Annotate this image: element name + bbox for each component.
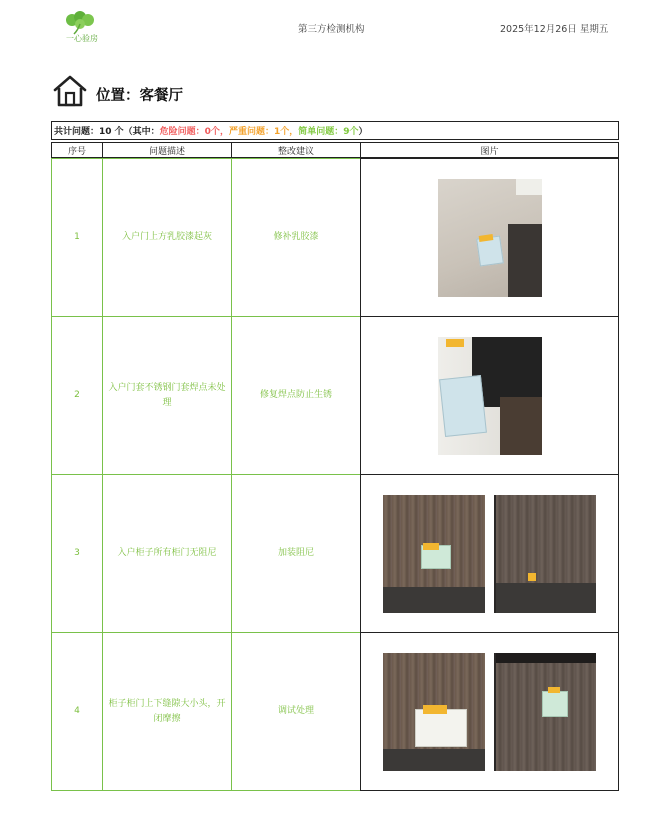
header-photo: 图片	[360, 142, 619, 158]
row-number: 4	[51, 632, 103, 791]
row-advice: 修补乳胶漆	[231, 158, 361, 317]
row-advice: 调试处理	[231, 632, 361, 791]
summary-simple: 简单问题：9个	[298, 127, 359, 137]
row-issue: 入户门套不锈钢门套焊点未处理	[102, 316, 232, 475]
row-photos	[360, 158, 619, 317]
row-number: 3	[51, 474, 103, 633]
issue-photo[interactable]	[438, 179, 542, 297]
summary-suffix: ）	[358, 127, 368, 137]
row-number: 1	[51, 158, 103, 317]
summary-prefix: 共计问题：10 个（其中：	[54, 127, 160, 137]
report-date: 2025年12月26日 星期五	[500, 24, 609, 35]
table-row	[51, 474, 619, 632]
summary-danger: 危险问题：0个	[159, 127, 220, 137]
table-header-row	[51, 142, 619, 158]
row-issue: 入户柜子所有柜门无阻尼	[102, 474, 232, 633]
header-number: 序号	[51, 142, 103, 158]
row-advice: 修复焊点防止生锈	[231, 316, 361, 475]
row-issue: 入户门上方乳胶漆起灰	[102, 158, 232, 317]
house-icon	[52, 73, 88, 109]
issue-photo[interactable]	[383, 653, 485, 771]
issue-photo[interactable]	[383, 495, 485, 613]
issue-photo[interactable]	[494, 495, 596, 613]
organization-name: 第三方检测机构	[298, 24, 365, 35]
location-title: 位置：客餐厅	[96, 87, 183, 104]
summary-separator: ，	[219, 127, 229, 137]
summary-separator: ，	[289, 127, 299, 137]
row-photos	[360, 632, 619, 791]
row-photos	[360, 316, 619, 475]
issue-photo[interactable]	[494, 653, 596, 771]
location-heading	[52, 72, 183, 110]
table-row	[51, 158, 619, 316]
header-advice: 整改建议	[231, 142, 361, 158]
issue-table	[51, 142, 619, 790]
table-row	[51, 632, 619, 790]
row-number: 2	[51, 316, 103, 475]
table-row	[51, 316, 619, 474]
row-issue: 柜子柜门上下缝隙大小头，开闭摩擦	[102, 632, 232, 791]
row-photos	[360, 474, 619, 633]
header-issue: 问题描述	[102, 142, 232, 158]
page-header	[0, 0, 649, 52]
row-advice: 加装阻尼	[231, 474, 361, 633]
issue-photo[interactable]	[438, 337, 542, 455]
issue-summary	[51, 121, 619, 140]
brand-logo	[58, 10, 110, 44]
summary-severe: 严重问题：1个	[228, 127, 290, 137]
logo-text: 一心验房	[66, 34, 98, 43]
